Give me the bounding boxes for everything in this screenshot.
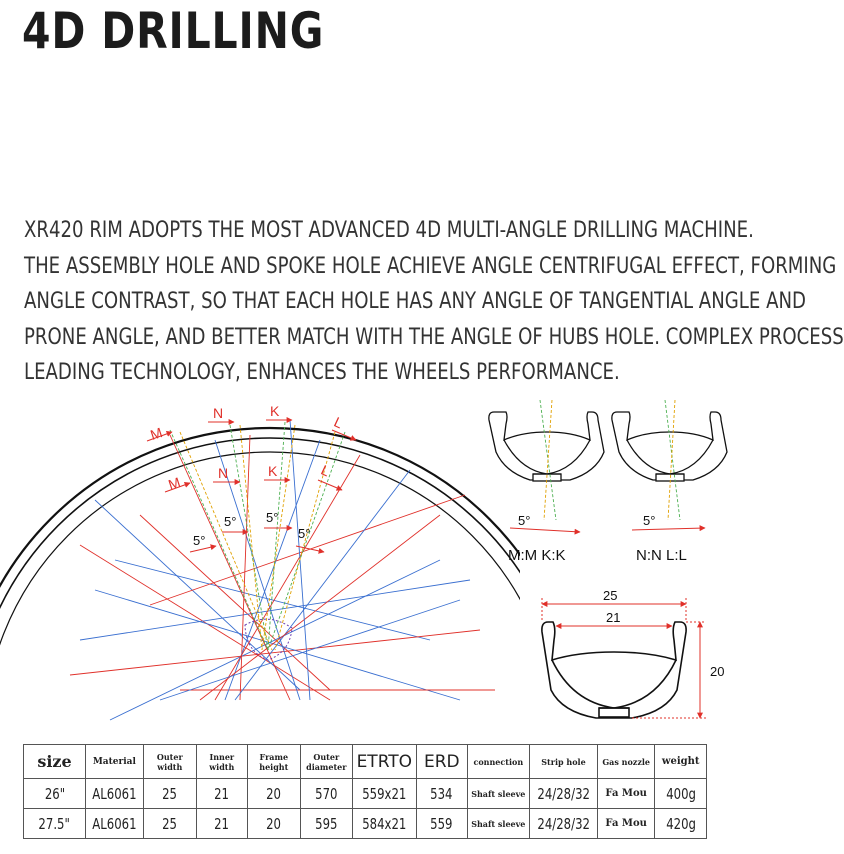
- label-k-outer: K: [270, 403, 280, 419]
- table-cell: Shaft sleeve: [467, 779, 529, 809]
- table-cell: AL6061: [86, 809, 144, 839]
- profile-left-angle: 5°: [518, 513, 531, 528]
- wheel-spokes: [70, 420, 495, 720]
- table-cell: 570: [300, 779, 352, 809]
- rim-profile-left-guides: [540, 400, 556, 520]
- profile-left-arrow: [510, 528, 580, 532]
- label-m-inner: M: [166, 473, 183, 493]
- label-l-inner: L: [318, 461, 333, 480]
- header-cell: ETRTO: [352, 745, 416, 779]
- header-cell: size: [24, 745, 86, 779]
- label-l-outer: L: [331, 413, 346, 432]
- label-n-inner: N: [218, 465, 229, 481]
- description-line: LEADING TECHNOLOGY, ENHANCES THE WHEELS PERFORMANCE.: [24, 359, 620, 385]
- table-row: [24, 809, 707, 839]
- dim-inner-width: 21: [606, 610, 621, 625]
- header-cell: Inner width: [196, 745, 247, 779]
- angle-label: 5°: [266, 510, 279, 525]
- table-cell: Shaft sleeve: [467, 809, 529, 839]
- table-cell: 24/28/32: [529, 779, 597, 809]
- angle-label: 5°: [298, 526, 311, 541]
- table-cell: 584x21: [352, 809, 416, 839]
- table-cell: 559x21: [352, 779, 416, 809]
- table-cell: 595: [300, 809, 352, 839]
- angle-label: 5°: [193, 533, 206, 548]
- header-cell: Strip hole: [529, 745, 597, 779]
- header-cell: Frame height: [247, 745, 300, 779]
- table-cell: 25: [143, 779, 196, 809]
- table-cell: 21: [196, 779, 247, 809]
- table-row: [24, 779, 707, 809]
- table-cell: Fa Mou: [598, 809, 655, 839]
- profile-right-arrow: [632, 528, 705, 530]
- description-line: XR420 RIM ADOPTS THE MOST ADVANCED 4D MULTI-ANGLE DRILLING MACHINE.: [24, 217, 754, 243]
- description-line: ANGLE CONTRAST, SO THAT EACH HOLE HAS ANY ANGLE OF TANGENTIAL ANGLE AND: [24, 288, 806, 314]
- table-cell: 400g: [655, 779, 707, 809]
- table-cell: 26": [24, 779, 86, 809]
- label-n-outer: N: [213, 405, 224, 421]
- table-cell: 420g: [655, 809, 707, 839]
- header-cell: weight: [655, 745, 707, 779]
- spec-table: [23, 744, 707, 839]
- rim-dimension-profile: [542, 622, 686, 718]
- header-cell: Gas nozzle: [598, 745, 655, 779]
- table-cell: 24/28/32: [529, 809, 597, 839]
- rim-profile-right-guides: [665, 400, 680, 520]
- dim-height: 20: [710, 664, 725, 679]
- profile-left-caption: M:M K:K: [508, 547, 566, 564]
- inner-hole-labels: [165, 462, 342, 493]
- header-cell: Outer diameter: [300, 745, 352, 779]
- outer-hole-labels: [147, 403, 356, 443]
- label-m-outer: M: [148, 424, 165, 444]
- description-line: THE ASSEMBLY HOLE AND SPOKE HOLE ACHIEVE ANGLE CENTRIFUGAL EFFECT, FORMING: [24, 252, 837, 279]
- table-cell: 25: [143, 809, 196, 839]
- dim-outer-width: 25: [603, 588, 618, 603]
- table-header-row: [24, 745, 707, 779]
- table-cell: 534: [416, 779, 467, 809]
- header-cell: Material: [86, 745, 144, 779]
- table-cell: Fa Mou: [598, 779, 655, 809]
- header-cell: ERD: [416, 745, 467, 779]
- profile-right-angle: 5°: [643, 513, 656, 528]
- header-cell: connection: [467, 745, 529, 779]
- drilling-diagram: [0, 395, 739, 740]
- table-cell: 20: [247, 809, 300, 839]
- table-cell: 27.5": [24, 809, 86, 839]
- profile-right-caption: N:N L:L: [636, 547, 687, 564]
- angle-label: 5°: [224, 514, 237, 529]
- description-text: [24, 213, 844, 391]
- header-cell: Outer width: [143, 745, 196, 779]
- description-line: PRONE ANGLE, AND BETTER MATCH WITH THE ANGLE OF HUBS HOLE. COMPLEX PROCESS: [24, 323, 844, 350]
- table-cell: 21: [196, 809, 247, 839]
- label-k-inner: K: [268, 463, 278, 479]
- table-cell: 20: [247, 779, 300, 809]
- table-cell: AL6061: [86, 779, 144, 809]
- rim-profile-right: [612, 412, 727, 481]
- page-title: 4D DRILLING: [22, 2, 325, 60]
- table-cell: 559: [416, 809, 467, 839]
